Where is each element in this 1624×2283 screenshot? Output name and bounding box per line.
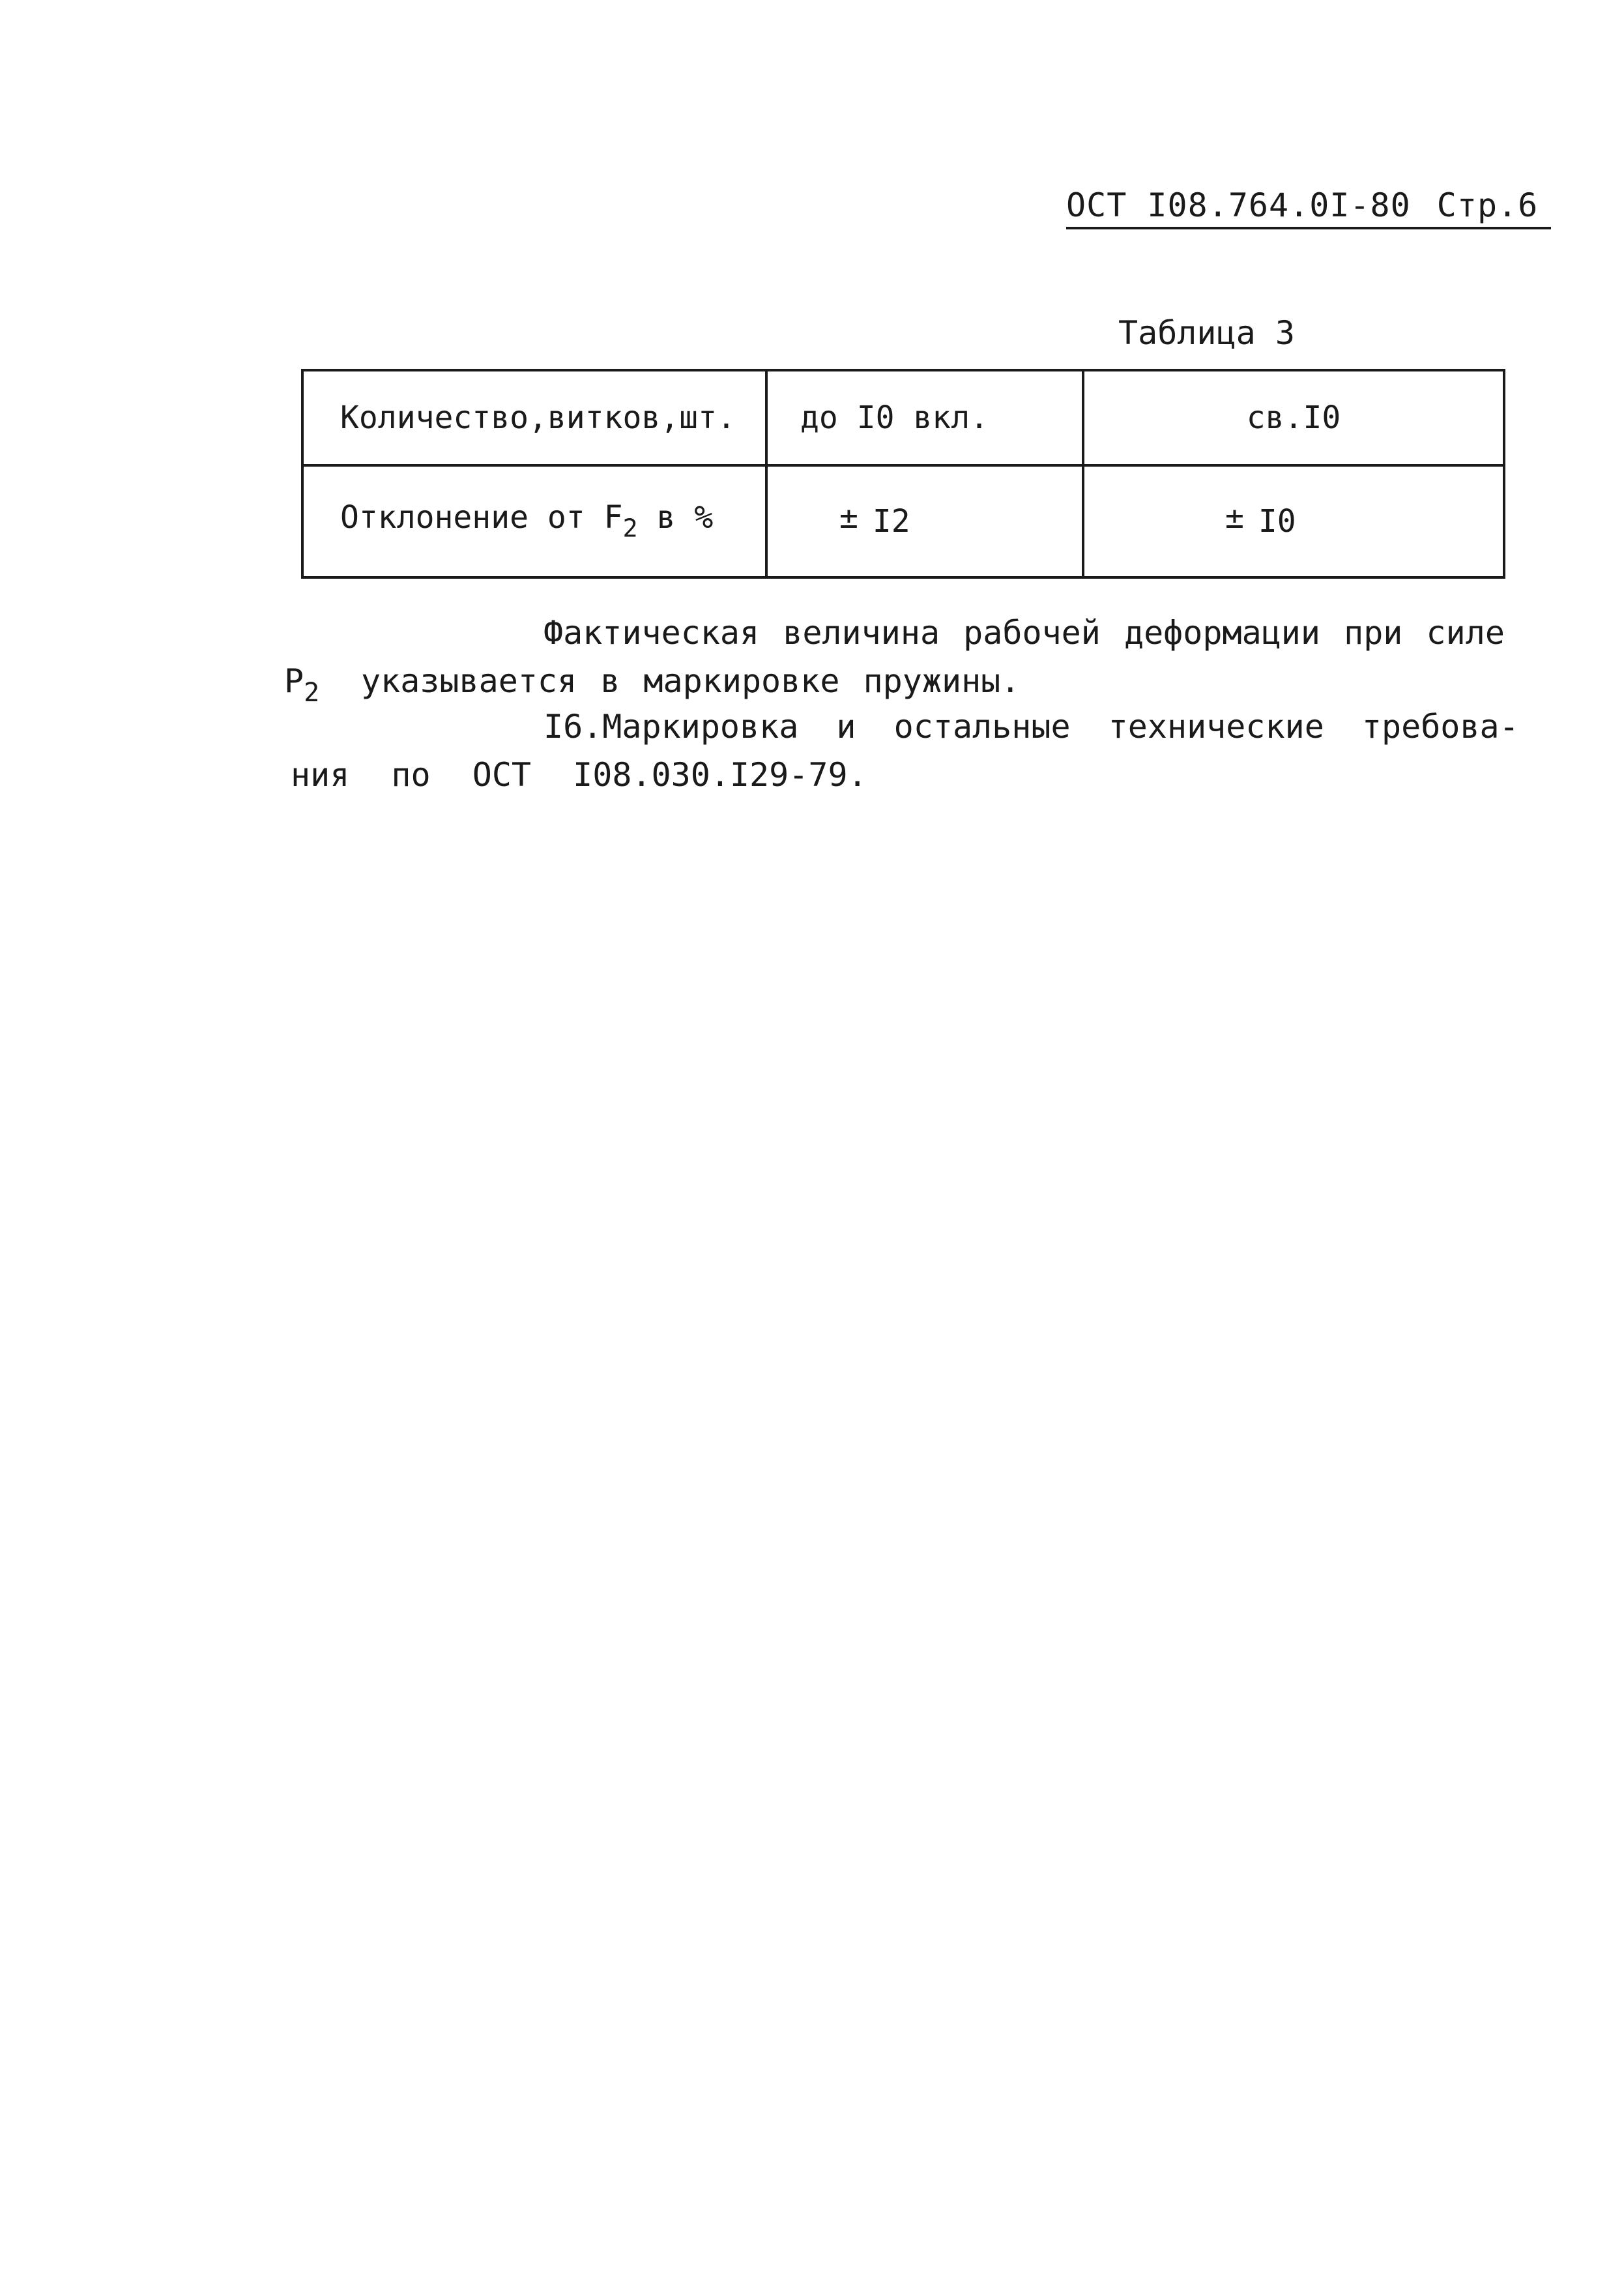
table-caption: Таблица 3 — [1118, 314, 1295, 352]
force-symbol: $F_2$ — [603, 499, 638, 544]
tolerance-table — [301, 369, 1505, 579]
plus-minus-sign: ± — [839, 499, 858, 536]
row-header-turns: Количество,витков,шт. — [302, 370, 766, 465]
table-row — [302, 465, 1504, 577]
plus-minus-sign: ± — [1225, 499, 1244, 536]
document-code: ОСТ I08.764.0I-80 — [1066, 186, 1411, 224]
page-number: Стр.6 — [1436, 186, 1539, 224]
deviation-label-suffix: в % — [656, 499, 714, 536]
paragraph-line: Фактическая величина рабочей деформации при силе — [544, 614, 1505, 652]
deviation-over-10 — [1083, 465, 1504, 577]
paragraph-line: $P_2$ указывается в маркировке пружины. — [284, 662, 1021, 708]
paragraph-line: ния по ОСТ I08.030.I29-79. — [291, 756, 867, 794]
deviation-value: I2 — [872, 503, 910, 540]
page-header — [1066, 186, 1551, 229]
table-row — [302, 370, 1504, 465]
deviation-value: I0 — [1258, 503, 1296, 540]
deviation-label-prefix: Отклонение от — [340, 499, 585, 536]
row-header-deviation — [302, 465, 766, 577]
column-up-to-10: до I0 вкл. — [766, 370, 1083, 465]
force-symbol: $P_2$ — [284, 662, 320, 708]
column-over-10: св.I0 — [1083, 370, 1504, 465]
paragraph-line: I6.Маркировка и остальные технические требова- — [544, 708, 1519, 746]
deviation-up-to-10 — [766, 465, 1083, 577]
